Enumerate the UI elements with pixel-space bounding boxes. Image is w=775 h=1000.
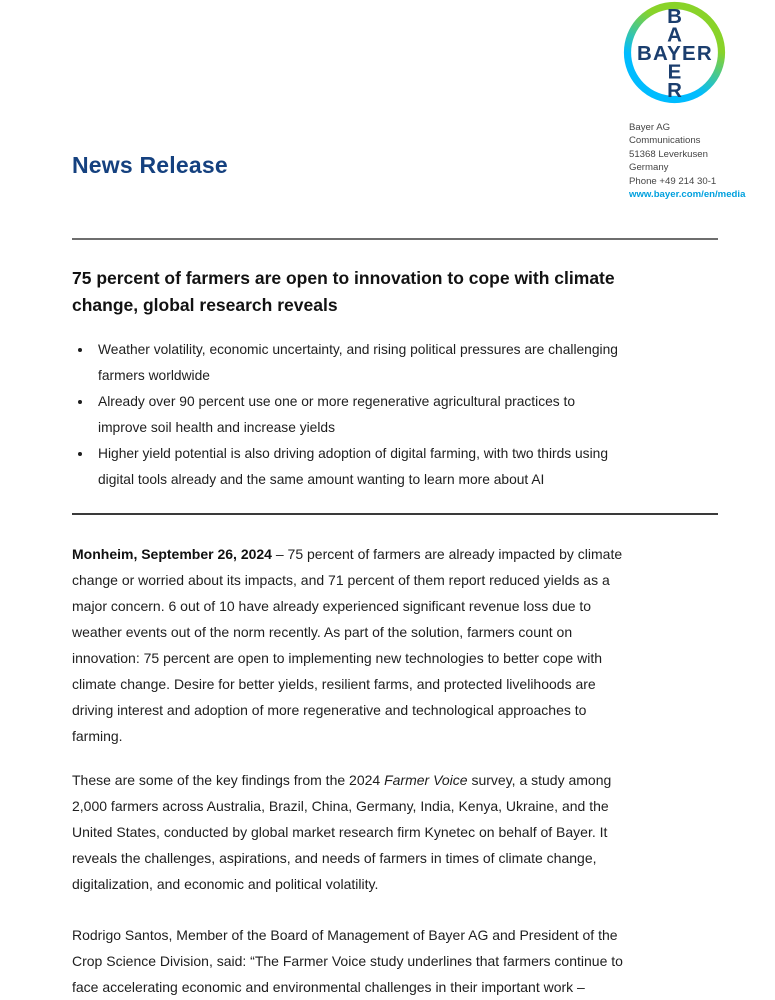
survey-name: Farmer Voice [384,772,468,788]
address-line: 51368 Leverkusen [629,148,708,160]
news-release-title: News Release [72,152,228,178]
bayer-letter-vertical: R [667,79,682,102]
list-item: • Already over 90 percent use one or more regenerative agricultural practices to improve soil health and increase yields [93,389,775,441]
paragraph-text: change or worried about its impacts, and 71 percent of them report reduced yields as a major concern. 6 out of 10 have already experienced significant revenue loss due to weather events out of the norm recently. As part of the solution, farmers count on innovation: 75 percent are open to implementing new technologies to better cope with climate change. Desire for better yields, resilient farms, and protected livelihoods are driving interest and adoption of more regenerative and technological approaches to farming. [72,572,610,744]
paragraph-text: – 75 percent of farmers are already impacted by climate [271,546,623,562]
headline: 75 percent of farmers are open to innovation to cope with climate change, global research reveals [72,268,615,315]
bayer-letter-vertical: B [667,5,682,28]
address-line: Germany [629,162,669,174]
paragraph-text: survey, a study among [467,772,612,788]
address-line: Communications [629,135,701,147]
divider-top [72,238,718,240]
bayer-letter-vertical: A [667,23,682,47]
list-item: • Higher yield potential is also driving adoption of digital farming, with two thirds using digital tools already and the same amount wanting to learn more about AI [93,441,775,493]
list-item: • Weather volatility, economic uncertainty, and rising political pressures are challenging farmers worldwide [93,337,775,389]
paragraph-text: Rodrigo Santos, Member of the Board of Management of Bayer AG and President of the Crop Science Division, said: “The Farmer Voice study underlines that farmers continue to face accelerating economic and environmental challenges in their important work – [72,927,623,995]
website-link[interactable]: www.bayer.com/en/media [629,189,746,201]
paragraph-quote [72,922,762,1000]
paragraph-dateline [72,541,762,749]
address-line: Phone +49 214 30-1 [629,175,717,187]
address-block [629,121,769,201]
paragraph-text: 2,000 farmers across Australia, Brazil, China, Germany, India, Kenya, Ukraine, and the United States, conducted by global market research firm Kynetec on behalf of Bayer. It reveals the challenges, aspirations, and needs of farmers in times of climate change, digitalization, and economic and political volatility. [72,798,609,892]
address-line: Bayer AG [629,122,671,133]
key-points-list [72,337,775,493]
bayer-logo [622,0,727,105]
bayer-word-horizontal: BAYER [637,42,713,65]
bayer-letter-vertical: E [667,60,682,84]
divider-bottom [72,513,718,515]
paragraph-text: These are some of the key findings from the 2024 [72,772,385,788]
dateline: Monheim, September 26, 2024 [72,546,272,562]
paragraph-survey [72,767,762,897]
